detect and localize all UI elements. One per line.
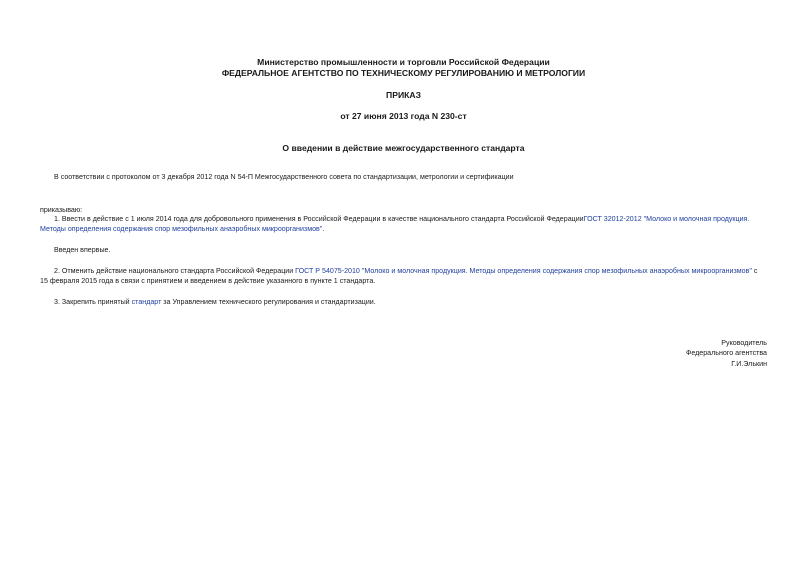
item-1-suffix: . [322, 225, 325, 233]
item-3 [54, 297, 376, 307]
signatory-position: Руководитель [721, 339, 767, 347]
signatory-name: Г.И.Элькин [731, 360, 767, 368]
item-1-prefix: 1. Ввести в действие с 1 июля 2014 года для добровольного применения в Российской Федерации в качестве национального стандарта Российской Федерации [54, 215, 584, 223]
item-1-line-1 [54, 214, 749, 224]
gost-32012-link-continued[interactable]: Методы определения содержания спор мезофильных анаэробных микроорганизмов" [40, 225, 323, 233]
item-3-suffix: за Управлением технического регулирования и стандартизации. [161, 298, 376, 306]
item-2-line-1 [54, 266, 757, 276]
standard-link[interactable]: стандарт [131, 298, 162, 306]
document-date-number: от 27 июня 2013 года N 230-ст [340, 111, 467, 121]
signatory-organization: Федерального агентства [685, 349, 767, 357]
item-2-line-2: 15 февраля 2015 года в связи с принятием и введением в действие указанного в пункте 1 стандарта. [40, 277, 376, 285]
item-3-prefix: 3. Закрепить принятый [54, 298, 132, 306]
order-word: приказываю: [40, 206, 83, 214]
introduced-first-note: Введен впервые. [54, 246, 111, 254]
agency-name: ФЕДЕРАЛЬНОЕ АГЕНТСТВО ПО ТЕХНИЧЕСКОМУ РЕГУЛИРОВАНИЮ И МЕТРОЛОГИИ [221, 68, 586, 78]
item-2-suffix: с [751, 267, 758, 275]
intro-paragraph: В соответствии с протоколом от 3 декабря 2012 года N 54-П Межгосударственного совета по стандартизации, метрологии и сертификации [54, 173, 514, 181]
item-2-prefix: 2. Отменить действие национального стандарта Российской Федерации [54, 267, 296, 275]
gost-32012-link[interactable]: ГОСТ 32012-2012 "Молоко и молочная продукция. [583, 215, 750, 223]
document-type: ПРИКАЗ [386, 90, 421, 100]
document-title: О введении в действие межгосударственного стандарта [282, 143, 525, 153]
item-1-line-2 [40, 224, 324, 234]
ministry-name: Министерство промышленности и торговли Российской Федерации [257, 57, 550, 67]
gost-r-54075-link[interactable]: ГОСТ Р 54075-2010 "Молоко и молочная продукция. Методы определения содержания спор мезофильных анаэробных микроорганизмов" [295, 267, 752, 275]
